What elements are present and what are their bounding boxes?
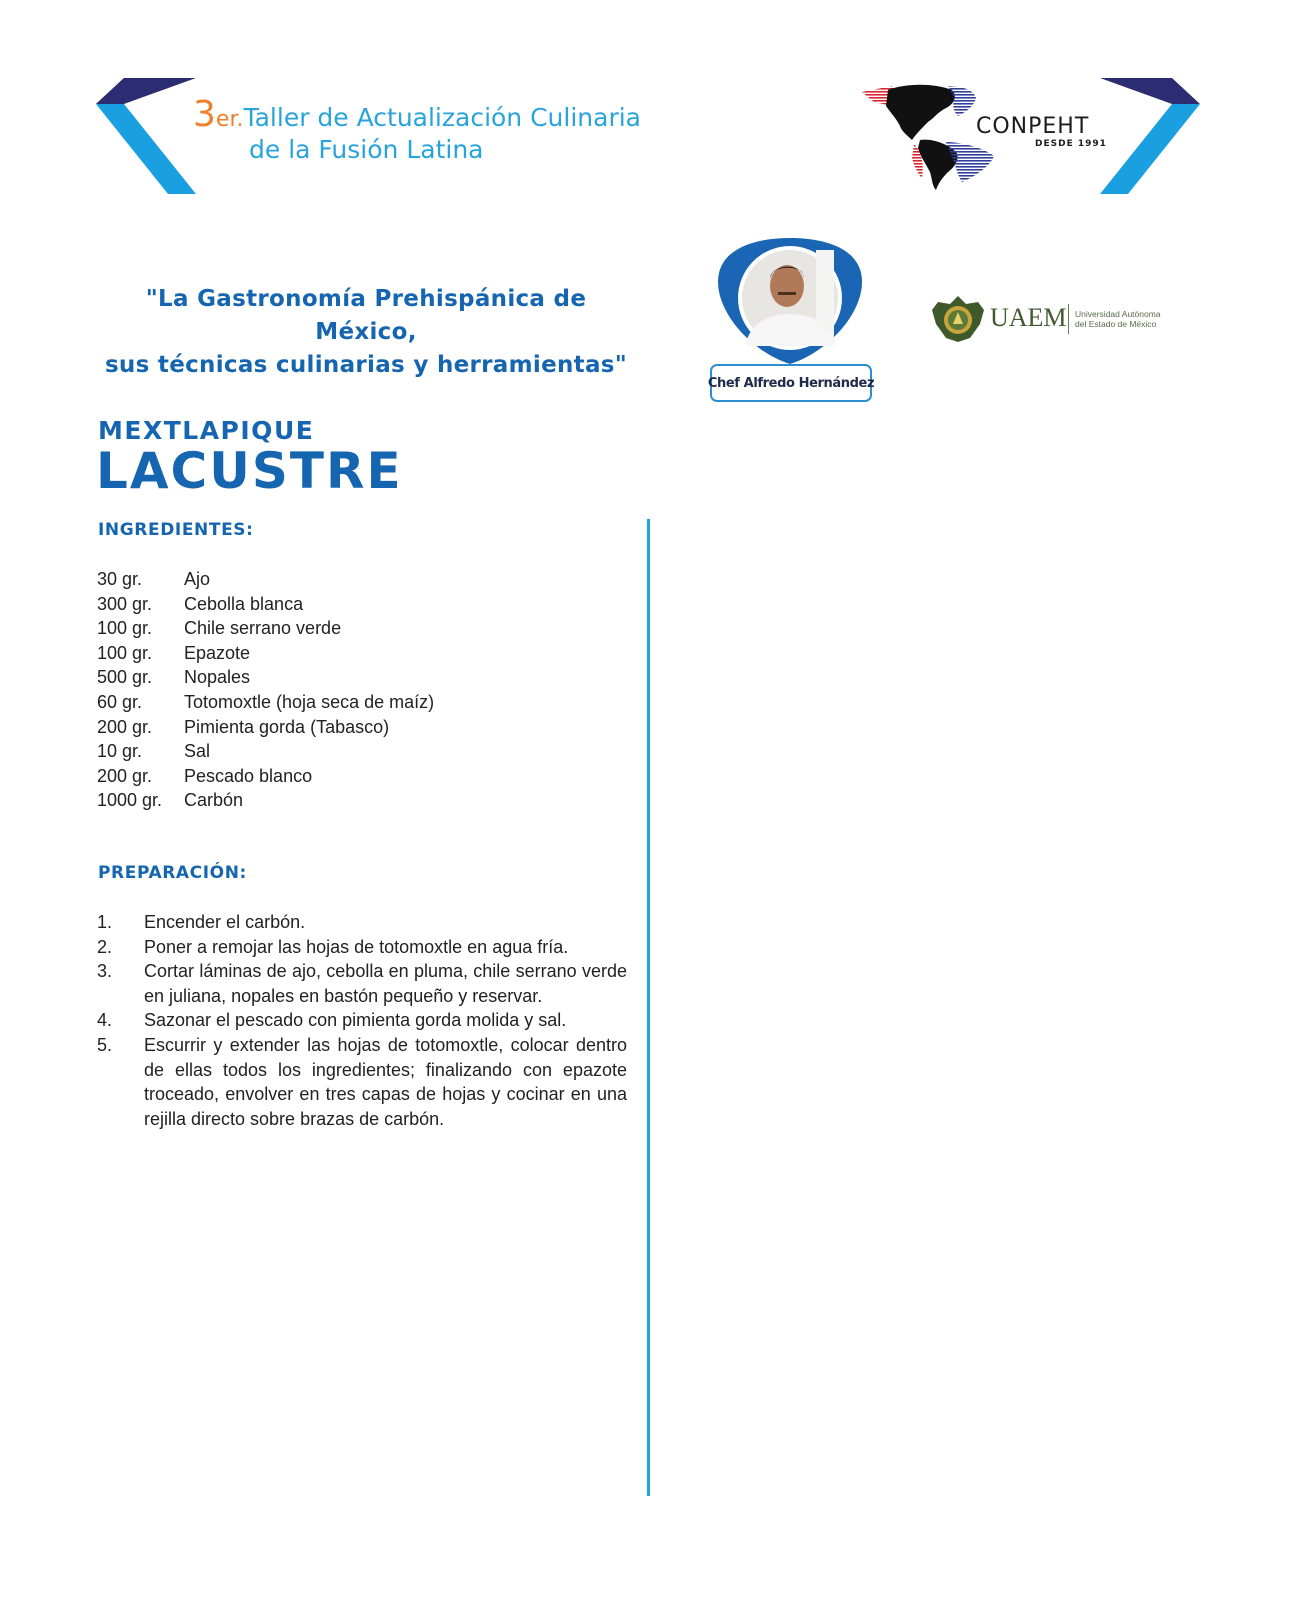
uaem-seal-icon xyxy=(930,294,986,344)
event-number-suffix: er. xyxy=(215,107,244,132)
ingredient-name: Cebolla blanca xyxy=(184,593,304,614)
chef-portrait-badge xyxy=(716,236,864,366)
ingredient-quantity: 300 gr. xyxy=(97,593,153,614)
ingredient-list xyxy=(97,567,434,813)
ingredient-name: Carbón xyxy=(184,790,244,811)
ingredient-name: Totomoxtle (hoja seca de maíz) xyxy=(184,691,435,712)
ingredient-name: Chile serrano verde xyxy=(184,618,342,639)
column-divider xyxy=(647,519,650,1496)
step-number: 5. xyxy=(97,1034,113,1055)
ingredient-name: Pescado blanco xyxy=(184,765,313,786)
preparation-step xyxy=(97,935,627,960)
event-title-line2: de la Fusión Latina xyxy=(249,135,484,164)
event-title xyxy=(193,94,642,165)
workshop-subtitle-line1: "La Gastronomía Prehispánica de México, xyxy=(145,286,587,345)
ingredient-name: Epazote xyxy=(184,642,251,663)
step-number: 1. xyxy=(97,912,113,932)
ingredient-quantity: 60 gr. xyxy=(97,691,143,712)
ingredient-name: Pimienta gorda (Tabasco) xyxy=(184,716,390,737)
chevron-decoration-right-icon xyxy=(1098,78,1200,194)
uaem-full-name xyxy=(1075,309,1161,329)
ingredient-row xyxy=(97,788,434,813)
preparation-heading: PREPARACIÓN: xyxy=(98,863,247,883)
conpeht-since: DESDE 1991 xyxy=(1035,139,1107,149)
ingredient-row xyxy=(97,567,434,592)
preparation-step xyxy=(97,1008,627,1033)
preparation-step xyxy=(97,910,627,935)
ingredient-name: Ajo xyxy=(184,569,211,589)
preparation-steps xyxy=(97,910,627,1131)
ingredient-name: Nopales xyxy=(184,667,251,688)
ingredient-quantity: 200 gr. xyxy=(97,765,153,786)
ingredient-row xyxy=(97,764,434,789)
step-text: Cortar láminas de ajo, cebolla en pluma, chile serrano verde en juliana, nopales en bastón pequeño y reservar. xyxy=(144,961,627,1006)
ingredient-quantity: 30 gr. xyxy=(97,569,143,589)
ingredient-row xyxy=(97,592,434,617)
step-number: 2. xyxy=(97,936,113,957)
event-number: 3 xyxy=(193,94,216,135)
ingredient-row xyxy=(97,715,434,740)
recipe-title: LACUSTRE xyxy=(96,442,403,500)
event-title-line1: Taller de Actualización Culinaria xyxy=(243,103,642,132)
workshop-subtitle-line2: sus técnicas culinarias y herramientas" xyxy=(104,352,628,378)
step-text: Escurrir y extender las hojas de totomoxtle, colocar dentro de ellas todos los ingredientes; finalizando con epazote troceado, envolver en tres capas de hojas y cocinar en una rejilla directo sobre brazas de carbón. xyxy=(144,1034,627,1129)
step-number: 3. xyxy=(97,961,113,982)
ingredient-quantity: 1000 gr. xyxy=(97,790,163,811)
preparation-step xyxy=(97,959,627,1008)
uaem-full-name-line2: del Estado de México xyxy=(1075,319,1157,329)
ingredient-row xyxy=(97,690,434,715)
chef-name-label: Chef Alfredo Hernández xyxy=(710,364,872,402)
preparation-step xyxy=(97,1033,627,1131)
uaem-short-name: UAEM xyxy=(990,303,1067,332)
ingredient-quantity: 100 gr. xyxy=(97,618,153,639)
step-number: 4. xyxy=(97,1010,113,1031)
step-text: Sazonar el pescado con pimienta gorda molida y sal. xyxy=(144,1010,567,1031)
ingredient-quantity: 100 gr. xyxy=(97,642,153,663)
step-text: Poner a remojar las hojas de totomoxtle en agua fría. xyxy=(144,936,569,957)
ingredient-quantity: 200 gr. xyxy=(97,716,153,737)
ingredient-row xyxy=(97,665,434,690)
step-text: Encender el carbón. xyxy=(144,912,306,932)
ingredient-quantity: 500 gr. xyxy=(97,667,153,688)
workshop-subtitle xyxy=(96,283,636,382)
uaem-divider xyxy=(1068,304,1069,334)
ingredient-row xyxy=(97,739,434,764)
recipe-subtitle: MEXTLAPIQUE xyxy=(98,416,315,445)
ingredient-row xyxy=(97,616,434,641)
uaem-full-name-line1: Universidad Autónoma xyxy=(1075,309,1161,319)
ingredient-name: Sal xyxy=(184,741,211,762)
ingredient-row xyxy=(97,641,434,666)
ingredient-quantity: 10 gr. xyxy=(97,741,143,762)
ingredients-heading: INGREDIENTES: xyxy=(98,520,254,540)
conpeht-name: CONPEHT xyxy=(976,114,1090,139)
chevron-decoration-left-icon xyxy=(96,78,198,194)
